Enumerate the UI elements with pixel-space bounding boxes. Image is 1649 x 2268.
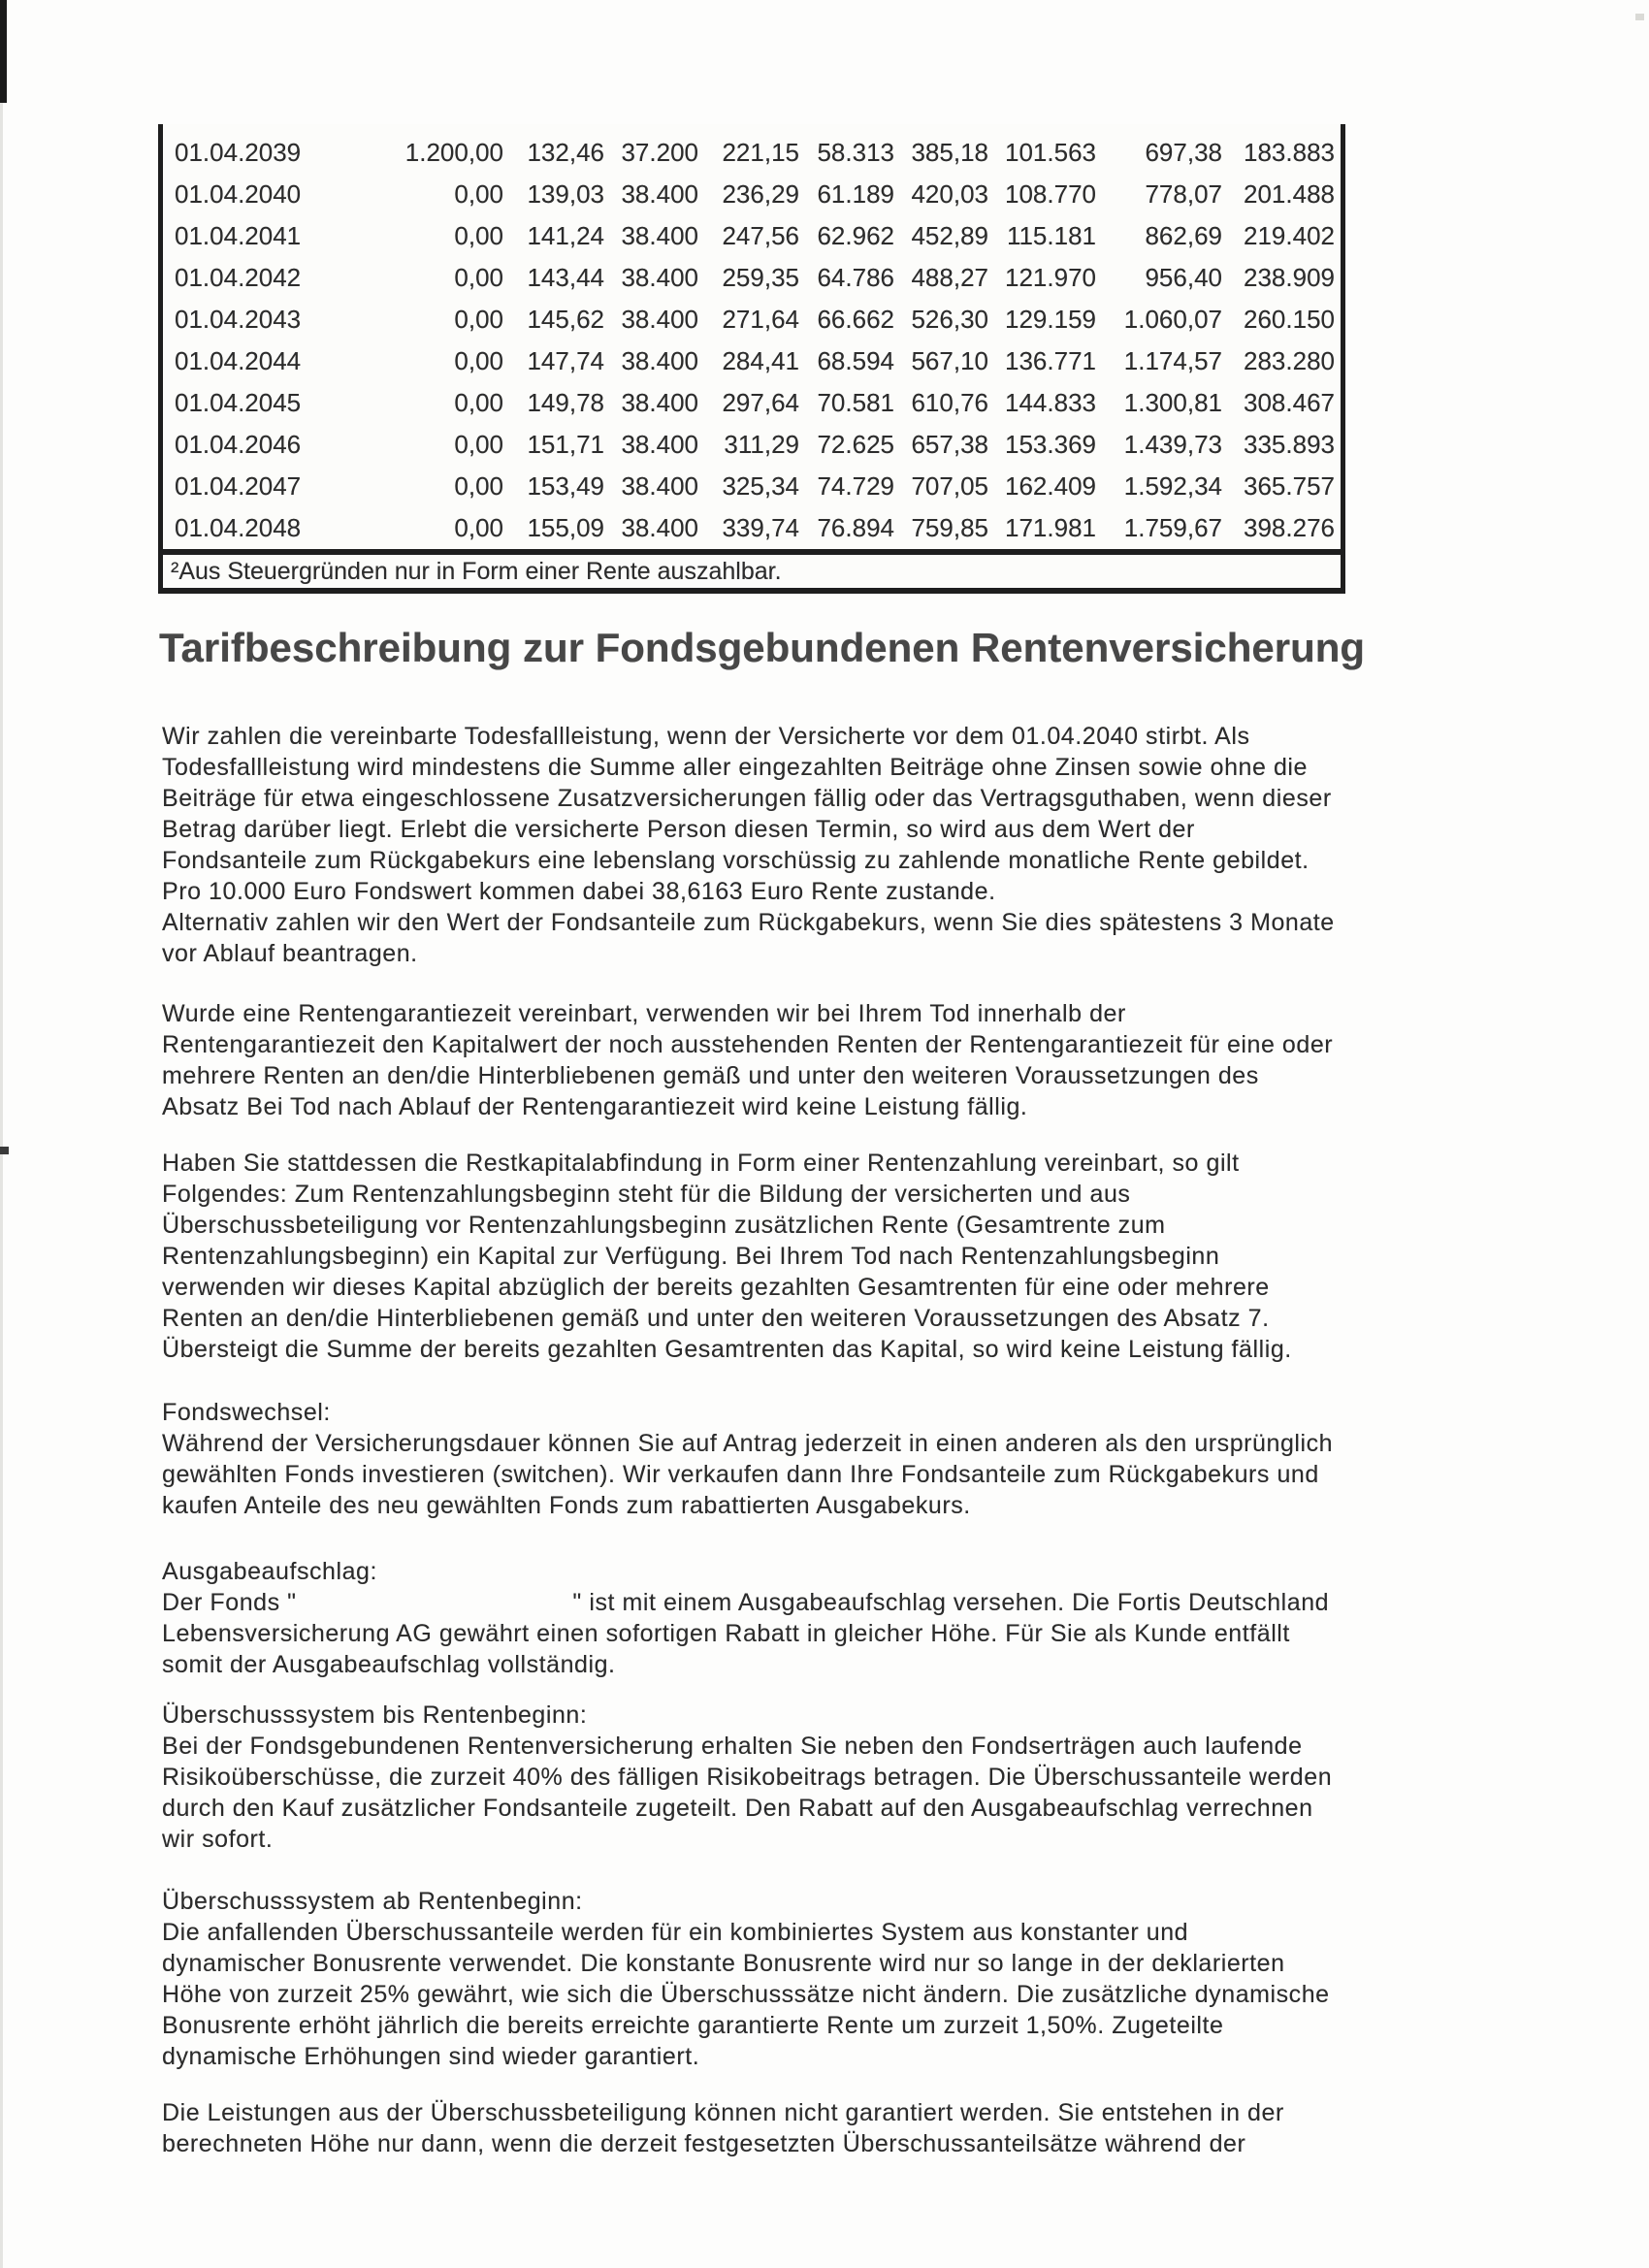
text-line: Bei der Fondsgebundenen Rentenversicherung erhalten Sie neben den Fondserträgen auch laufende: [162, 1733, 1303, 1760]
text-line: Rentenzahlungsbeginn) ein Kapital zur Verfügung. Bei Ihrem Tod nach Rentenzahlungsbeginn: [162, 1243, 1220, 1270]
section-ueberschussbeteiligung-hinweis: [162, 2097, 1284, 2159]
cell-value: 143,44: [527, 263, 604, 292]
cell-value: 162.409: [1005, 471, 1096, 501]
table-body: [163, 132, 1341, 549]
cell-value: 452,89: [911, 221, 988, 250]
cell-value: 38.400: [621, 346, 698, 375]
text-line: Absatz Bei Tod nach Ablauf der Rentengarantiezeit wird keine Leistung fällig.: [162, 1093, 1028, 1120]
cell-value: 155,09: [527, 513, 604, 542]
text-line: Überschusssystem ab Rentenbeginn:: [162, 1888, 583, 1915]
cell-value: 0,00: [454, 179, 503, 209]
text-line: wir sofort.: [162, 1826, 274, 1853]
cell-value: 0,00: [454, 513, 503, 542]
cell-value: 1.759,67: [1123, 513, 1222, 542]
cell-value: 420,03: [911, 179, 988, 209]
text-line: dynamische Erhöhungen sind wieder garantiert.: [162, 2043, 700, 2070]
cell-date: 01.04.2043: [175, 305, 302, 334]
cell-value: 61.189: [817, 179, 894, 209]
cell-value: 145,62: [527, 305, 604, 334]
section-restkapitalabfindung: [162, 1148, 1292, 1365]
cell-value: 38.400: [621, 221, 698, 250]
cell-value: 862,69: [1145, 221, 1222, 250]
cell-value: 136.771: [1005, 346, 1096, 375]
text-line: Todesfallleistung wird mindestens die Summe aller eingezahlten Beiträge ohne Zinsen sowie ohne die: [162, 754, 1308, 781]
cell-date: 01.04.2041: [175, 221, 302, 250]
text-line: Ausgabeaufschlag:: [162, 1558, 378, 1585]
scan-edge-artifact: [0, 0, 7, 103]
cell-value: 58.313: [817, 138, 894, 167]
cell-value: 68.594: [817, 346, 894, 375]
cell-value: 697,38: [1145, 138, 1222, 167]
table-row: [163, 215, 1341, 257]
section-fondswechsel: [162, 1397, 1333, 1521]
section-ueberschusssystem-ab-rentenbeginn: [162, 1886, 1330, 2072]
cell-date: 01.04.2042: [175, 263, 302, 292]
cell-value: 707,05: [911, 471, 988, 501]
cell-value: 129.159: [1005, 305, 1096, 334]
cell-value: 398.276: [1244, 513, 1335, 542]
text-line: Folgendes: Zum Rentenzahlungsbeginn steht für die Bildung der versicherten und aus: [162, 1181, 1131, 1208]
table-row: [163, 507, 1341, 549]
cell-date: 01.04.2040: [175, 179, 302, 209]
cell-value: 1.592,34: [1123, 471, 1222, 501]
cell-value: 38.400: [621, 388, 698, 417]
cell-value: 171.981: [1005, 513, 1096, 542]
text-line: Während der Versicherungsdauer können Sie auf Antrag jederzeit in einen anderen als den ursprünglich: [162, 1430, 1334, 1457]
cell-value: 76.894: [817, 513, 894, 542]
section-ueberschusssystem-bis-rentenbeginn: [162, 1700, 1332, 1855]
cell-value: 38.400: [621, 471, 698, 501]
cell-value: 759,85: [911, 513, 988, 542]
cell-date: 01.04.2047: [175, 471, 302, 501]
cell-value: 311,29: [724, 430, 799, 459]
cell-value: 236,29: [722, 179, 799, 209]
text-line: Der Fonds " " ist mit einem Ausgabeaufschlag versehen. Die Fortis Deutschland: [162, 1589, 1330, 1616]
cell-value: 247,56: [722, 221, 799, 250]
text-line: kaufen Anteile des neu gewählten Fonds zum rabattierten Ausgabekurs.: [162, 1492, 971, 1519]
table-row: [163, 340, 1341, 382]
cell-value: 221,15: [722, 138, 799, 167]
cell-value: 335.893: [1244, 430, 1335, 459]
cell-value: 183.883: [1244, 138, 1335, 167]
cell-value: 141,24: [527, 221, 604, 250]
cell-value: 1.300,81: [1123, 388, 1222, 417]
cell-value: 72.625: [817, 430, 894, 459]
cell-value: 153,49: [527, 471, 604, 501]
text-line: Die anfallenden Überschussanteile werden für ein kombiniertes System aus konstanter und: [162, 1919, 1189, 1946]
cell-value: 0,00: [454, 346, 503, 375]
cell-value: 271,64: [722, 305, 799, 334]
cell-value: 153.369: [1005, 430, 1096, 459]
section-ausgabeaufschlag: [162, 1556, 1329, 1680]
cell-value: 151,71: [527, 430, 604, 459]
cell-value: 365.757: [1244, 471, 1335, 501]
text-line: mehrere Renten an den/die Hinterbliebenen gemäß und unter den weiteren Voraussetzungen des: [162, 1062, 1259, 1089]
table-row: [163, 466, 1341, 507]
text-line: Überschusssystem bis Rentenbeginn:: [162, 1701, 588, 1729]
cell-value: 62.962: [817, 221, 894, 250]
text-line: Betrag darüber liegt. Erlebt die versicherte Person diesen Termin, so wird aus dem Wert der: [162, 816, 1195, 843]
cell-value: 1.200,00: [404, 138, 503, 167]
cell-value: 0,00: [454, 430, 503, 459]
cell-value: 201.488: [1244, 179, 1335, 209]
cell-value: 610,76: [911, 388, 988, 417]
cell-value: 144.833: [1005, 388, 1096, 417]
cell-value: 70.581: [817, 388, 894, 417]
cell-value: 0,00: [454, 263, 503, 292]
text-line: Fondsanteile zum Rückgabekurs eine lebenslang vorschüssig zu zahlende monatliche Rente gebildet.: [162, 847, 1310, 874]
text-line: gewählten Fonds investieren (switchen). Wir verkaufen dann Ihre Fondsanteile zum Rückgabekurs und: [162, 1461, 1319, 1488]
cell-date: 01.04.2046: [175, 430, 302, 459]
cell-value: 260.150: [1244, 305, 1335, 334]
text-line: Überschussbeteiligung vor Rentenzahlungsbeginn zusätzlichen Rente (Gesamtrente zum: [162, 1212, 1166, 1239]
benefits-table-grid: [163, 132, 1341, 549]
cell-value: 38.400: [621, 430, 698, 459]
scan-edge-artifact: [0, 1147, 9, 1154]
cell-value: 37.200: [621, 138, 698, 167]
table-row: [163, 132, 1341, 174]
cell-value: 284,41: [722, 346, 799, 375]
text-line: Höhe von zurzeit 25% gewährt, wie sich die Überschusssätze nicht ändern. Die zusätzliche dynamische: [162, 1981, 1330, 2008]
cell-value: 149,78: [527, 388, 604, 417]
cell-value: 526,30: [911, 305, 988, 334]
text-line: Übersteigt die Summe der bereits gezahlten Gesamtrenten das Kapital, so wird keine Leistung fällig.: [162, 1336, 1292, 1363]
cell-value: 297,64: [722, 388, 799, 417]
cell-value: 64.786: [817, 263, 894, 292]
cell-value: 0,00: [454, 471, 503, 501]
table-row: [163, 174, 1341, 215]
cell-value: 66.662: [817, 305, 894, 334]
cell-date: 01.04.2048: [175, 513, 302, 542]
cell-value: 657,38: [911, 430, 988, 459]
scan-speck-artifact: [1635, 14, 1644, 20]
cell-value: 38.400: [621, 179, 698, 209]
text-line: durch den Kauf zusätzlicher Fondsanteile zugeteilt. Den Rabatt auf den Ausgabeaufschlag verrechnen: [162, 1795, 1313, 1822]
table-row: [163, 382, 1341, 424]
table-row: [163, 424, 1341, 466]
cell-value: 38.400: [621, 513, 698, 542]
text-line: verwenden wir dieses Kapital abzüglich der bereits gezahlten Gesamtrenten für eine oder mehrere: [162, 1274, 1270, 1301]
cell-value: 1.174,57: [1123, 346, 1222, 375]
text-line: berechneten Höhe nur dann, wenn die derzeit festgesetzten Überschussanteilsätze während der: [162, 2130, 1246, 2157]
cell-value: 101.563: [1005, 138, 1096, 167]
cell-value: 132,46: [527, 138, 604, 167]
cell-value: 1.439,73: [1123, 430, 1222, 459]
cell-date: 01.04.2039: [175, 138, 302, 167]
cell-value: 219.402: [1244, 221, 1335, 250]
cell-value: 259,35: [722, 263, 799, 292]
cell-value: 238.909: [1244, 263, 1335, 292]
text-line: Pro 10.000 Euro Fondswert kommen dabei 38,6163 Euro Rente zustande.: [162, 878, 996, 905]
cell-value: 1.060,07: [1123, 305, 1222, 334]
text-line: vor Ablauf beantragen.: [162, 940, 418, 967]
cell-value: 108.770: [1005, 179, 1096, 209]
cell-date: 01.04.2044: [175, 346, 302, 375]
text-line: Fondswechsel:: [162, 1399, 331, 1426]
table-footnote: [163, 549, 1341, 588]
benefits-projection-table: [158, 124, 1345, 594]
cell-value: 38.400: [621, 305, 698, 334]
text-line: dynamischer Bonusrente verwendet. Die konstante Bonusrente wird nur so lange in der deklarierten: [162, 1950, 1285, 1977]
cell-value: 778,07: [1145, 179, 1222, 209]
cell-value: 139,03: [527, 179, 604, 209]
text-line: Beiträge für etwa eingeschlossene Zusatzversicherungen fällig oder das Vertragsguthaben, wenn dieser: [162, 785, 1332, 812]
text-line: Die Leistungen aus der Überschussbeteiligung können nicht garantiert werden. Sie entstehen in der: [162, 2099, 1284, 2126]
cell-value: 0,00: [454, 305, 503, 334]
page-title: Tarifbeschreibung zur Fondsgebundenen Rentenversicherung: [159, 625, 1366, 670]
text-line: Rentengarantiezeit den Kapitalwert der noch ausstehenden Renten der Rentengarantiezeit für eine oder: [162, 1031, 1334, 1058]
text-line: Wir zahlen die vereinbarte Todesfallleistung, wenn der Versicherte vor dem 01.04.2040 stirbt. Als: [162, 723, 1250, 750]
cell-value: 0,00: [454, 221, 503, 250]
text-line: Wurde eine Rentengarantiezeit vereinbart, verwenden wir bei Ihrem Tod innerhalb der: [162, 1000, 1126, 1027]
cell-value: 488,27: [911, 263, 988, 292]
scan-edge-artifact: [0, 103, 3, 2268]
text-line: Renten an den/die Hinterbliebenen gemäß und unter den weiteren Voraussetzungen des Absatz 7.: [162, 1305, 1270, 1332]
table-footnote-text: ²Aus Steuergründen nur in Form einer Rente auszahlbar.: [171, 557, 782, 585]
section-rentengarantiezeit: [162, 998, 1333, 1122]
cell-value: 567,10: [911, 346, 988, 375]
table-row: [163, 299, 1341, 340]
text-line: Lebensversicherung AG gewährt einen sofortigen Rabatt in gleicher Höhe. Für Sie als Kunde entfällt: [162, 1620, 1290, 1647]
text-line: Alternativ zahlen wir den Wert der Fondsanteile zum Rückgabekurs, wenn Sie dies spätestens 3 Monate: [162, 909, 1335, 936]
cell-value: 115.181: [1006, 221, 1096, 250]
text-line: Risikoüberschüsse, die zurzeit 40% des fälligen Risikobeitrags betragen. Die Überschussanteile werden: [162, 1764, 1333, 1791]
cell-value: 308.467: [1244, 388, 1335, 417]
section-todesfallleistung: [162, 721, 1335, 969]
text-line: somit der Ausgabeaufschlag vollständig.: [162, 1651, 616, 1678]
cell-value: 385,18: [911, 138, 988, 167]
cell-value: 339,74: [722, 513, 799, 542]
cell-value: 956,40: [1145, 263, 1222, 292]
cell-value: 325,34: [722, 471, 799, 501]
cell-value: 0,00: [454, 388, 503, 417]
table-row: [163, 257, 1341, 299]
cell-value: 121.970: [1005, 263, 1096, 292]
cell-date: 01.04.2045: [175, 388, 302, 417]
text-line: Bonusrente erhöht jährlich die bereits erreichte garantierte Rente um zurzeit 1,50%. Zugeteilte: [162, 2012, 1224, 2039]
cell-value: 38.400: [621, 263, 698, 292]
text-line: Haben Sie stattdessen die Restkapitalabfindung in Form einer Rentenzahlung vereinbart, so gilt: [162, 1150, 1240, 1177]
cell-value: 147,74: [527, 346, 604, 375]
cell-value: 283.280: [1244, 346, 1335, 375]
cell-value: 74.729: [817, 471, 894, 501]
